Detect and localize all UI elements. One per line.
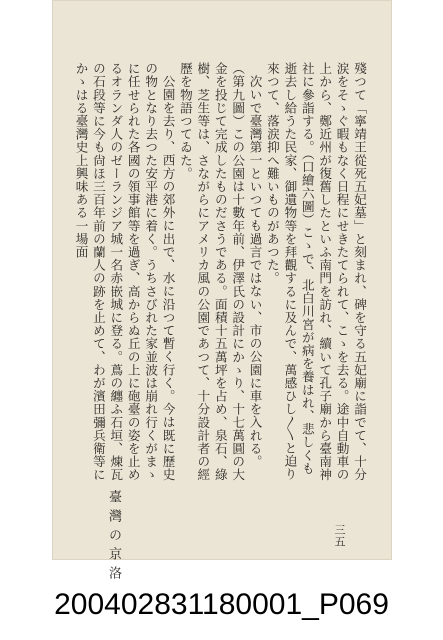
- running-head: 臺灣の京洛: [106, 490, 121, 585]
- paragraph: 殘つて「寧靖王從死五妃墓」と刻まれ、碑を守る五妃廟に詣でて、十分涙をそゝぐ暇もなく日程にせきたてられて、こゝを去る。途中自動車の上から、鄭近州が復舊したといふ南門を訪れ、續いて孔子廟から臺南神社に參詣する。（口繪六圖）こゝで、北白川宮が病を養はれ、悲しくも逝去し給うた民家、御遺物等を拜觀するに及んで、萬感ひし〳〵と迫り來つて、落涙抑へ難いものがあつた。: [264, 62, 367, 482]
- body-text: [72, 62, 368, 484]
- page-number: 三五: [333, 524, 346, 548]
- paragraph: 公園を去り、西方の郊外に出で、水に沿つて暫く行く。今は既に歷史の物となり去つた安平港に着く。うちさびれた家並波は崩れ行くがまゝに任せられた各國の領事館等を過ぎ、高からぬ丘の上に砲臺の姿を止めるオランダ人のゼーランジア城一名赤嵌城に登る。蔦の纏ふ石垣、煉瓦の石段等に今も尙ほ三百年前の蘭人の跡を止めて、わが濱田彌兵衛等にかゝはる臺灣史上興味ある一場面: [73, 62, 176, 482]
- image-id-caption: 200402831180001_P069: [54, 588, 389, 621]
- paragraph: 次いで臺灣第一といつても過言ではない、市の公園に車を入れる。（第九圖）この公園は十數年前、伊澤氏の設計にかゝり、十七萬圓の大金を投じて完成したものださうである。面積十五萬坪を占め、泉石、綠樹、芝生等は、さながらにアメリカ風の公園であつて、十分設計者の經歷を物語つてゐた。: [177, 62, 263, 482]
